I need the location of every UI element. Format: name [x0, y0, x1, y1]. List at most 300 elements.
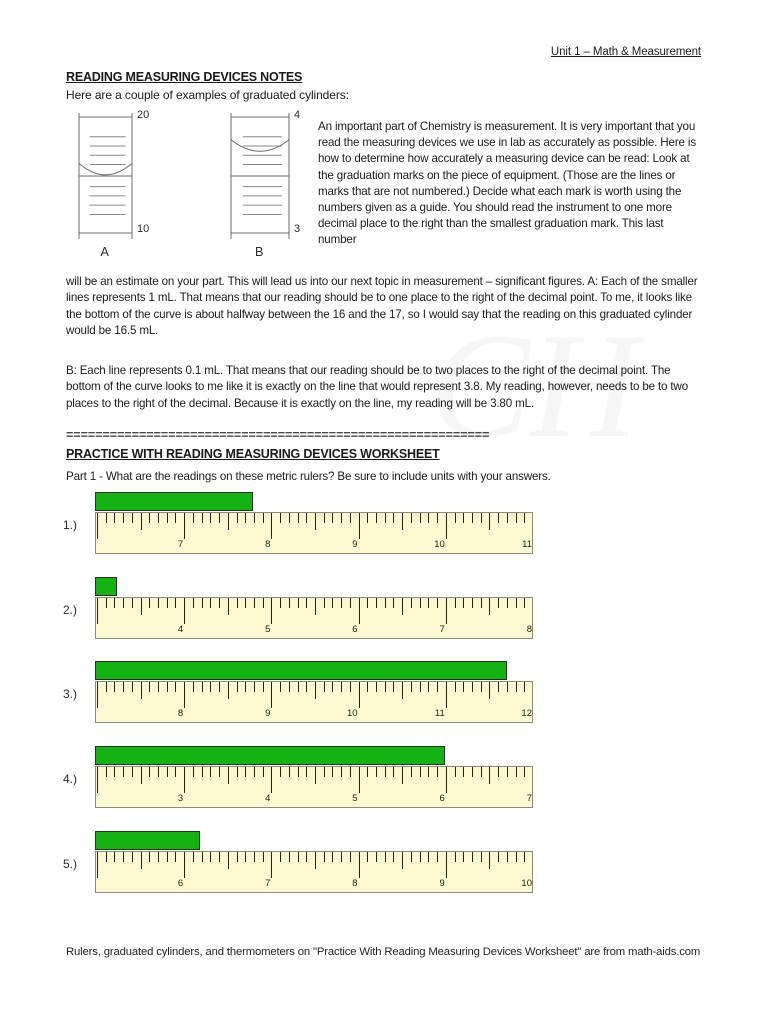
ruler-major-tick: [446, 852, 447, 878]
ruler-minor-tick: [385, 767, 386, 777]
ruler-minor-tick: [524, 598, 525, 608]
ruler-minor-tick: [428, 513, 429, 523]
ruler-minor-tick: [393, 852, 394, 862]
ruler-half-tick: [315, 767, 316, 784]
measured-object-bar-1: [95, 492, 253, 511]
ruler-minor-tick: [237, 513, 238, 523]
ruler-minor-tick: [393, 513, 394, 523]
ruler-minor-tick: [385, 852, 386, 862]
ruler-minor-tick: [367, 598, 368, 608]
ruler-minor-tick: [472, 852, 473, 862]
ruler-minor-tick: [167, 767, 168, 777]
ruler-half-tick: [141, 598, 142, 615]
ruler-4: [95, 766, 533, 808]
ruler-minor-tick: [350, 767, 351, 777]
ruler-minor-tick: [507, 852, 508, 862]
ruler-minor-tick: [237, 682, 238, 692]
ruler-minor-tick: [463, 852, 464, 862]
ruler-minor-tick: [367, 767, 368, 777]
ruler-minor-tick: [481, 767, 482, 777]
ruler-major-tick: [446, 513, 447, 539]
ruler-minor-tick: [376, 767, 377, 777]
ruler-minor-tick: [420, 513, 421, 523]
ruler-minor-tick: [498, 682, 499, 692]
ruler-minor-tick: [350, 852, 351, 862]
cylinder-b-label: B: [255, 245, 264, 259]
ruler-minor-tick: [306, 852, 307, 862]
ruler-minor-tick: [132, 852, 133, 862]
ruler-minor-tick: [524, 767, 525, 777]
section-divider: ==========================================================: [66, 428, 490, 442]
ruler-index-4: 4.): [63, 772, 78, 786]
ruler-minor-tick: [106, 682, 107, 692]
ruler-major-tick: [97, 513, 98, 539]
cylinder-a-top-value: 20: [137, 109, 150, 121]
ruler-minor-tick: [332, 513, 333, 523]
ruler-half-tick: [402, 682, 403, 699]
ruler-half-tick: [489, 767, 490, 784]
ruler-3-label-12: 12: [521, 708, 532, 719]
ruler-minor-tick: [280, 852, 281, 862]
ruler-minor-tick: [219, 682, 220, 692]
ruler-minor-tick: [123, 767, 124, 777]
ruler-minor-tick: [507, 767, 508, 777]
ruler-minor-tick: [149, 852, 150, 862]
ruler-minor-tick: [123, 598, 124, 608]
ruler-major-tick: [271, 767, 272, 793]
ruler-minor-tick: [498, 598, 499, 608]
ruler-minor-tick: [428, 598, 429, 608]
practice-subtitle: Part 1 - What are the readings on these metric rulers? Be sure to include units with your answers.: [66, 470, 551, 483]
ruler-minor-tick: [324, 852, 325, 862]
paragraph-cylinder-a: will be an estimate on your part. This will lead us into our next topic in measurement – significant figures. A: Each of the smaller lines represents 1 mL. That means that our reading should be to one place to the right of the decimal point. To me, it looks like the bottom of the curve is about halfway between the 16 and the 17, so I would say that the reading on this graduated cylinder would be 16.5 mL.: [66, 275, 698, 337]
ruler-major-tick: [271, 598, 272, 624]
ruler-minor-tick: [463, 598, 464, 608]
ruler-minor-tick: [106, 767, 107, 777]
ruler-minor-tick: [167, 682, 168, 692]
ruler-minor-tick: [332, 767, 333, 777]
unit-header: Unit 1 – Math & Measurement: [550, 46, 701, 58]
ruler-minor-tick: [324, 767, 325, 777]
ruler-minor-tick: [158, 513, 159, 523]
ruler-minor-tick: [524, 852, 525, 862]
ruler-minor-tick: [341, 598, 342, 608]
ruler-half-tick: [489, 682, 490, 699]
ruler-minor-tick: [210, 513, 211, 523]
ruler-minor-tick: [289, 682, 290, 692]
ruler-minor-tick: [332, 852, 333, 862]
practice-title: PRACTICE WITH READING MEASURING DEVICES WORKSHEET: [66, 447, 440, 461]
ruler-minor-tick: [507, 598, 508, 608]
ruler-minor-tick: [219, 598, 220, 608]
ruler-minor-tick: [516, 598, 517, 608]
ruler-minor-tick: [280, 767, 281, 777]
ruler-item-2: [0, 597, 768, 643]
ruler-minor-tick: [350, 513, 351, 523]
ruler-half-tick: [141, 682, 142, 699]
ruler-minor-tick: [298, 682, 299, 692]
ruler-minor-tick: [280, 682, 281, 692]
ruler-minor-tick: [210, 767, 211, 777]
ruler-major-tick: [97, 598, 98, 624]
ruler-minor-tick: [332, 598, 333, 608]
ruler-item-1: [0, 512, 768, 558]
ruler-minor-tick: [245, 852, 246, 862]
ruler-major-tick: [97, 852, 98, 878]
ruler-minor-tick: [463, 682, 464, 692]
ruler-minor-tick: [263, 852, 264, 862]
ruler-half-tick: [315, 852, 316, 869]
ruler-minor-tick: [193, 767, 194, 777]
ruler-minor-tick: [132, 767, 133, 777]
ruler-2-label-7: 7: [439, 624, 445, 635]
ruler-index-5: 5.): [63, 857, 78, 871]
ruler-major-tick: [446, 682, 447, 708]
ruler-minor-tick: [341, 767, 342, 777]
footer-attribution: Rulers, graduated cylinders, and thermometers on "Practice With Reading Measuring Devices Worksheet" are from math-aids.com: [66, 946, 701, 958]
ruler-4-label-7: 7: [526, 793, 532, 804]
ruler-minor-tick: [237, 598, 238, 608]
ruler-minor-tick: [393, 767, 394, 777]
ruler-major-tick: [271, 682, 272, 708]
ruler-minor-tick: [254, 767, 255, 777]
ruler-minor-tick: [106, 852, 107, 862]
ruler-minor-tick: [463, 767, 464, 777]
ruler-minor-tick: [306, 767, 307, 777]
ruler-minor-tick: [298, 598, 299, 608]
ruler-half-tick: [141, 852, 142, 869]
ruler-1-label-8: 8: [265, 539, 271, 550]
ruler-1-label-11: 11: [522, 539, 532, 550]
ruler-minor-tick: [385, 682, 386, 692]
ruler-minor-tick: [376, 682, 377, 692]
ruler-major-tick: [446, 598, 447, 624]
ruler-minor-tick: [132, 682, 133, 692]
ruler-minor-tick: [420, 852, 421, 862]
ruler-2: [95, 597, 533, 639]
ruler-minor-tick: [437, 513, 438, 523]
intro-paragraph: An important part of Chemistry is measurement. It is very important that you read the measuring devices we use in lab as accurately as possible. Here is how to determine how accurately a measuring device can be read: Look at the graduation marks on the piece of equipment. (Those are the lines or marks that are not numbered.) Decide what each mark is worth using the numbers given as a guide. You should read the instrument to one more decimal place to the right than the smallest graduation mark. This last number: [318, 120, 696, 247]
ruler-minor-tick: [219, 767, 220, 777]
ruler-minor-tick: [193, 852, 194, 862]
ruler-minor-tick: [114, 852, 115, 862]
cylinder-b-drawing: [230, 113, 296, 241]
ruler-minor-tick: [516, 513, 517, 523]
ruler-minor-tick: [202, 852, 203, 862]
ruler-half-tick: [489, 513, 490, 530]
ruler-minor-tick: [481, 682, 482, 692]
ruler-minor-tick: [420, 767, 421, 777]
ruler-minor-tick: [498, 767, 499, 777]
ruler-1: [95, 512, 533, 554]
ruler-half-tick: [489, 852, 490, 869]
ruler-major-tick: [97, 767, 98, 793]
ruler-minor-tick: [376, 513, 377, 523]
ruler-minor-tick: [298, 852, 299, 862]
ruler-major-tick: [271, 852, 272, 878]
ruler-minor-tick: [289, 767, 290, 777]
ruler-major-tick: [446, 767, 447, 793]
ruler-minor-tick: [516, 767, 517, 777]
ruler-major-tick: [184, 852, 185, 878]
ruler-minor-tick: [481, 852, 482, 862]
ruler-minor-tick: [411, 767, 412, 777]
ruler-minor-tick: [263, 767, 264, 777]
cylinder-a-bottom-value: 10: [137, 223, 150, 235]
measured-object-bar-3: [95, 661, 507, 680]
ruler-minor-tick: [420, 682, 421, 692]
ruler-minor-tick: [411, 852, 412, 862]
ruler-minor-tick: [455, 598, 456, 608]
ruler-minor-tick: [263, 682, 264, 692]
ruler-minor-tick: [385, 598, 386, 608]
ruler-minor-tick: [498, 852, 499, 862]
ruler-minor-tick: [149, 513, 150, 523]
ruler-minor-tick: [263, 513, 264, 523]
ruler-minor-tick: [324, 598, 325, 608]
ruler-3-label-9: 9: [265, 708, 271, 719]
ruler-major-tick: [184, 682, 185, 708]
ruler-minor-tick: [132, 598, 133, 608]
ruler-minor-tick: [280, 513, 281, 523]
ruler-minor-tick: [524, 513, 525, 523]
ruler-minor-tick: [507, 682, 508, 692]
ruler-minor-tick: [516, 852, 517, 862]
ruler-3-label-10: 10: [347, 708, 358, 719]
ruler-minor-tick: [237, 852, 238, 862]
ruler-minor-tick: [350, 682, 351, 692]
ruler-minor-tick: [455, 767, 456, 777]
notes-title: READING MEASURING DEVICES NOTES: [66, 70, 303, 84]
ruler-2-label-8: 8: [526, 624, 532, 635]
ruler-minor-tick: [306, 682, 307, 692]
ruler-minor-tick: [289, 513, 290, 523]
ruler-minor-tick: [463, 513, 464, 523]
ruler-minor-tick: [472, 682, 473, 692]
ruler-minor-tick: [472, 513, 473, 523]
ruler-half-tick: [402, 852, 403, 869]
ruler-minor-tick: [481, 598, 482, 608]
ruler-minor-tick: [507, 513, 508, 523]
ruler-minor-tick: [298, 513, 299, 523]
ruler-minor-tick: [123, 682, 124, 692]
ruler-minor-tick: [175, 852, 176, 862]
ruler-minor-tick: [210, 682, 211, 692]
ruler-minor-tick: [524, 682, 525, 692]
ruler-2-label-4: 4: [177, 624, 184, 635]
ruler-minor-tick: [332, 682, 333, 692]
ruler-4-label-4: 4: [265, 793, 271, 804]
measured-object-bar-4: [95, 746, 445, 765]
ruler-1-label-10: 10: [434, 539, 445, 550]
cylinder-a-label: A: [100, 245, 109, 259]
ruler-minor-tick: [202, 682, 203, 692]
cylinder-a: [78, 109, 161, 267]
ruler-minor-tick: [123, 513, 124, 523]
ruler-minor-tick: [254, 682, 255, 692]
ruler-3: [95, 681, 533, 723]
ruler-5-label-7: 7: [265, 878, 271, 889]
ruler-3-label-8: 8: [177, 708, 184, 719]
ruler-minor-tick: [245, 598, 246, 608]
ruler-index-3: 3.): [63, 687, 78, 701]
ruler-minor-tick: [175, 767, 176, 777]
ruler-3-label-11: 11: [434, 708, 445, 719]
ruler-minor-tick: [106, 513, 107, 523]
ruler-minor-tick: [411, 598, 412, 608]
ruler-half-tick: [228, 513, 229, 530]
ruler-minor-tick: [210, 852, 211, 862]
ruler-minor-tick: [254, 852, 255, 862]
ruler-minor-tick: [324, 682, 325, 692]
ruler-minor-tick: [367, 682, 368, 692]
ruler-1-label-7: 7: [177, 539, 184, 550]
ruler-item-5: [0, 851, 768, 897]
ruler-minor-tick: [367, 513, 368, 523]
ruler-minor-tick: [237, 767, 238, 777]
ruler-5-label-8: 8: [352, 878, 358, 889]
ruler-minor-tick: [175, 513, 176, 523]
ruler-major-tick: [184, 767, 185, 793]
ruler-minor-tick: [123, 852, 124, 862]
ruler-major-tick: [359, 767, 360, 793]
ruler-minor-tick: [167, 513, 168, 523]
ruler-half-tick: [315, 513, 316, 530]
ruler-minor-tick: [411, 513, 412, 523]
ruler-minor-tick: [175, 682, 176, 692]
ruler-minor-tick: [498, 513, 499, 523]
ruler-minor-tick: [289, 598, 290, 608]
ruler-minor-tick: [455, 682, 456, 692]
ruler-index-1: 1.): [63, 518, 78, 532]
ruler-minor-tick: [411, 682, 412, 692]
ruler-half-tick: [402, 767, 403, 784]
ruler-half-tick: [402, 513, 403, 530]
ruler-minor-tick: [306, 513, 307, 523]
ruler-major-tick: [359, 598, 360, 624]
ruler-minor-tick: [254, 513, 255, 523]
ruler-minor-tick: [350, 598, 351, 608]
ruler-minor-tick: [149, 598, 150, 608]
ruler-major-tick: [184, 513, 185, 539]
ruler-minor-tick: [245, 682, 246, 692]
ruler-4-label-6: 6: [439, 793, 445, 804]
ruler-minor-tick: [298, 767, 299, 777]
ruler-minor-tick: [437, 598, 438, 608]
ruler-minor-tick: [193, 513, 194, 523]
ruler-minor-tick: [193, 598, 194, 608]
ruler-minor-tick: [132, 513, 133, 523]
ruler-half-tick: [402, 598, 403, 615]
ruler-minor-tick: [245, 513, 246, 523]
ruler-half-tick: [228, 682, 229, 699]
ruler-minor-tick: [219, 513, 220, 523]
ruler-item-3: [0, 681, 768, 727]
ruler-minor-tick: [420, 598, 421, 608]
ruler-minor-tick: [341, 852, 342, 862]
ruler-minor-tick: [306, 598, 307, 608]
ruler-minor-tick: [202, 598, 203, 608]
ruler-half-tick: [315, 598, 316, 615]
ruler-minor-tick: [472, 598, 473, 608]
ruler-minor-tick: [393, 682, 394, 692]
ruler-index-2: 2.): [63, 603, 78, 617]
ruler-minor-tick: [516, 682, 517, 692]
ruler-minor-tick: [202, 513, 203, 523]
ruler-major-tick: [97, 682, 98, 708]
ruler-minor-tick: [428, 852, 429, 862]
ruler-5-label-6: 6: [177, 878, 184, 889]
ruler-minor-tick: [167, 852, 168, 862]
ruler-half-tick: [315, 682, 316, 699]
ruler-minor-tick: [114, 682, 115, 692]
ruler-minor-tick: [193, 682, 194, 692]
ruler-minor-tick: [341, 682, 342, 692]
ruler-minor-tick: [385, 513, 386, 523]
measured-object-bar-2: [95, 577, 117, 596]
ruler-2-label-5: 5: [265, 624, 271, 635]
ruler-minor-tick: [367, 852, 368, 862]
ruler-major-tick: [359, 513, 360, 539]
ruler-4-label-5: 5: [352, 793, 358, 804]
ruler-minor-tick: [202, 767, 203, 777]
ruler-minor-tick: [149, 682, 150, 692]
cylinder-b-bottom-value: 3: [294, 223, 301, 235]
ruler-minor-tick: [158, 598, 159, 608]
ruler-minor-tick: [149, 767, 150, 777]
ruler-minor-tick: [245, 767, 246, 777]
ruler-minor-tick: [167, 598, 168, 608]
ruler-minor-tick: [455, 513, 456, 523]
ruler-4-label-3: 3: [177, 793, 184, 804]
ruler-half-tick: [141, 767, 142, 784]
ruler-minor-tick: [158, 852, 159, 862]
ruler-minor-tick: [428, 682, 429, 692]
ruler-minor-tick: [158, 767, 159, 777]
ruler-minor-tick: [455, 852, 456, 862]
ruler-minor-tick: [324, 513, 325, 523]
ruler-minor-tick: [437, 852, 438, 862]
ruler-major-tick: [271, 513, 272, 539]
ruler-1-label-9: 9: [352, 539, 358, 550]
ruler-minor-tick: [175, 598, 176, 608]
ruler-half-tick: [228, 852, 229, 869]
ruler-major-tick: [359, 682, 360, 708]
cylinder-a-drawing: [78, 113, 139, 241]
ruler-minor-tick: [219, 852, 220, 862]
ruler-minor-tick: [341, 513, 342, 523]
ruler-5: [95, 851, 533, 893]
ruler-minor-tick: [437, 682, 438, 692]
ruler-minor-tick: [210, 598, 211, 608]
ruler-minor-tick: [280, 598, 281, 608]
meniscus-curve: [231, 140, 289, 152]
ruler-half-tick: [228, 767, 229, 784]
ruler-5-label-10: 10: [521, 878, 532, 889]
ruler-major-tick: [184, 598, 185, 624]
ruler-minor-tick: [158, 682, 159, 692]
measured-object-bar-5: [95, 831, 200, 850]
ruler-minor-tick: [437, 767, 438, 777]
ruler-minor-tick: [106, 598, 107, 608]
ruler-minor-tick: [114, 767, 115, 777]
ruler-minor-tick: [376, 598, 377, 608]
paragraph-cylinder-b: B: Each line represents 0.1 mL. That means that our reading should be to two places to the right of the decimal point. The bottom of the curve looks to me like it is exactly on the line that would represent 3.8. My reading, however, needs to be to two places to the right of the decimal. Because it is exactly on the line, my reading will be 3.80 mL.: [66, 364, 689, 410]
ruler-major-tick: [359, 852, 360, 878]
notes-subtitle: Here are a couple of examples of graduated cylinders:: [66, 88, 349, 102]
ruler-minor-tick: [289, 852, 290, 862]
ruler-5-label-9: 9: [439, 878, 445, 889]
